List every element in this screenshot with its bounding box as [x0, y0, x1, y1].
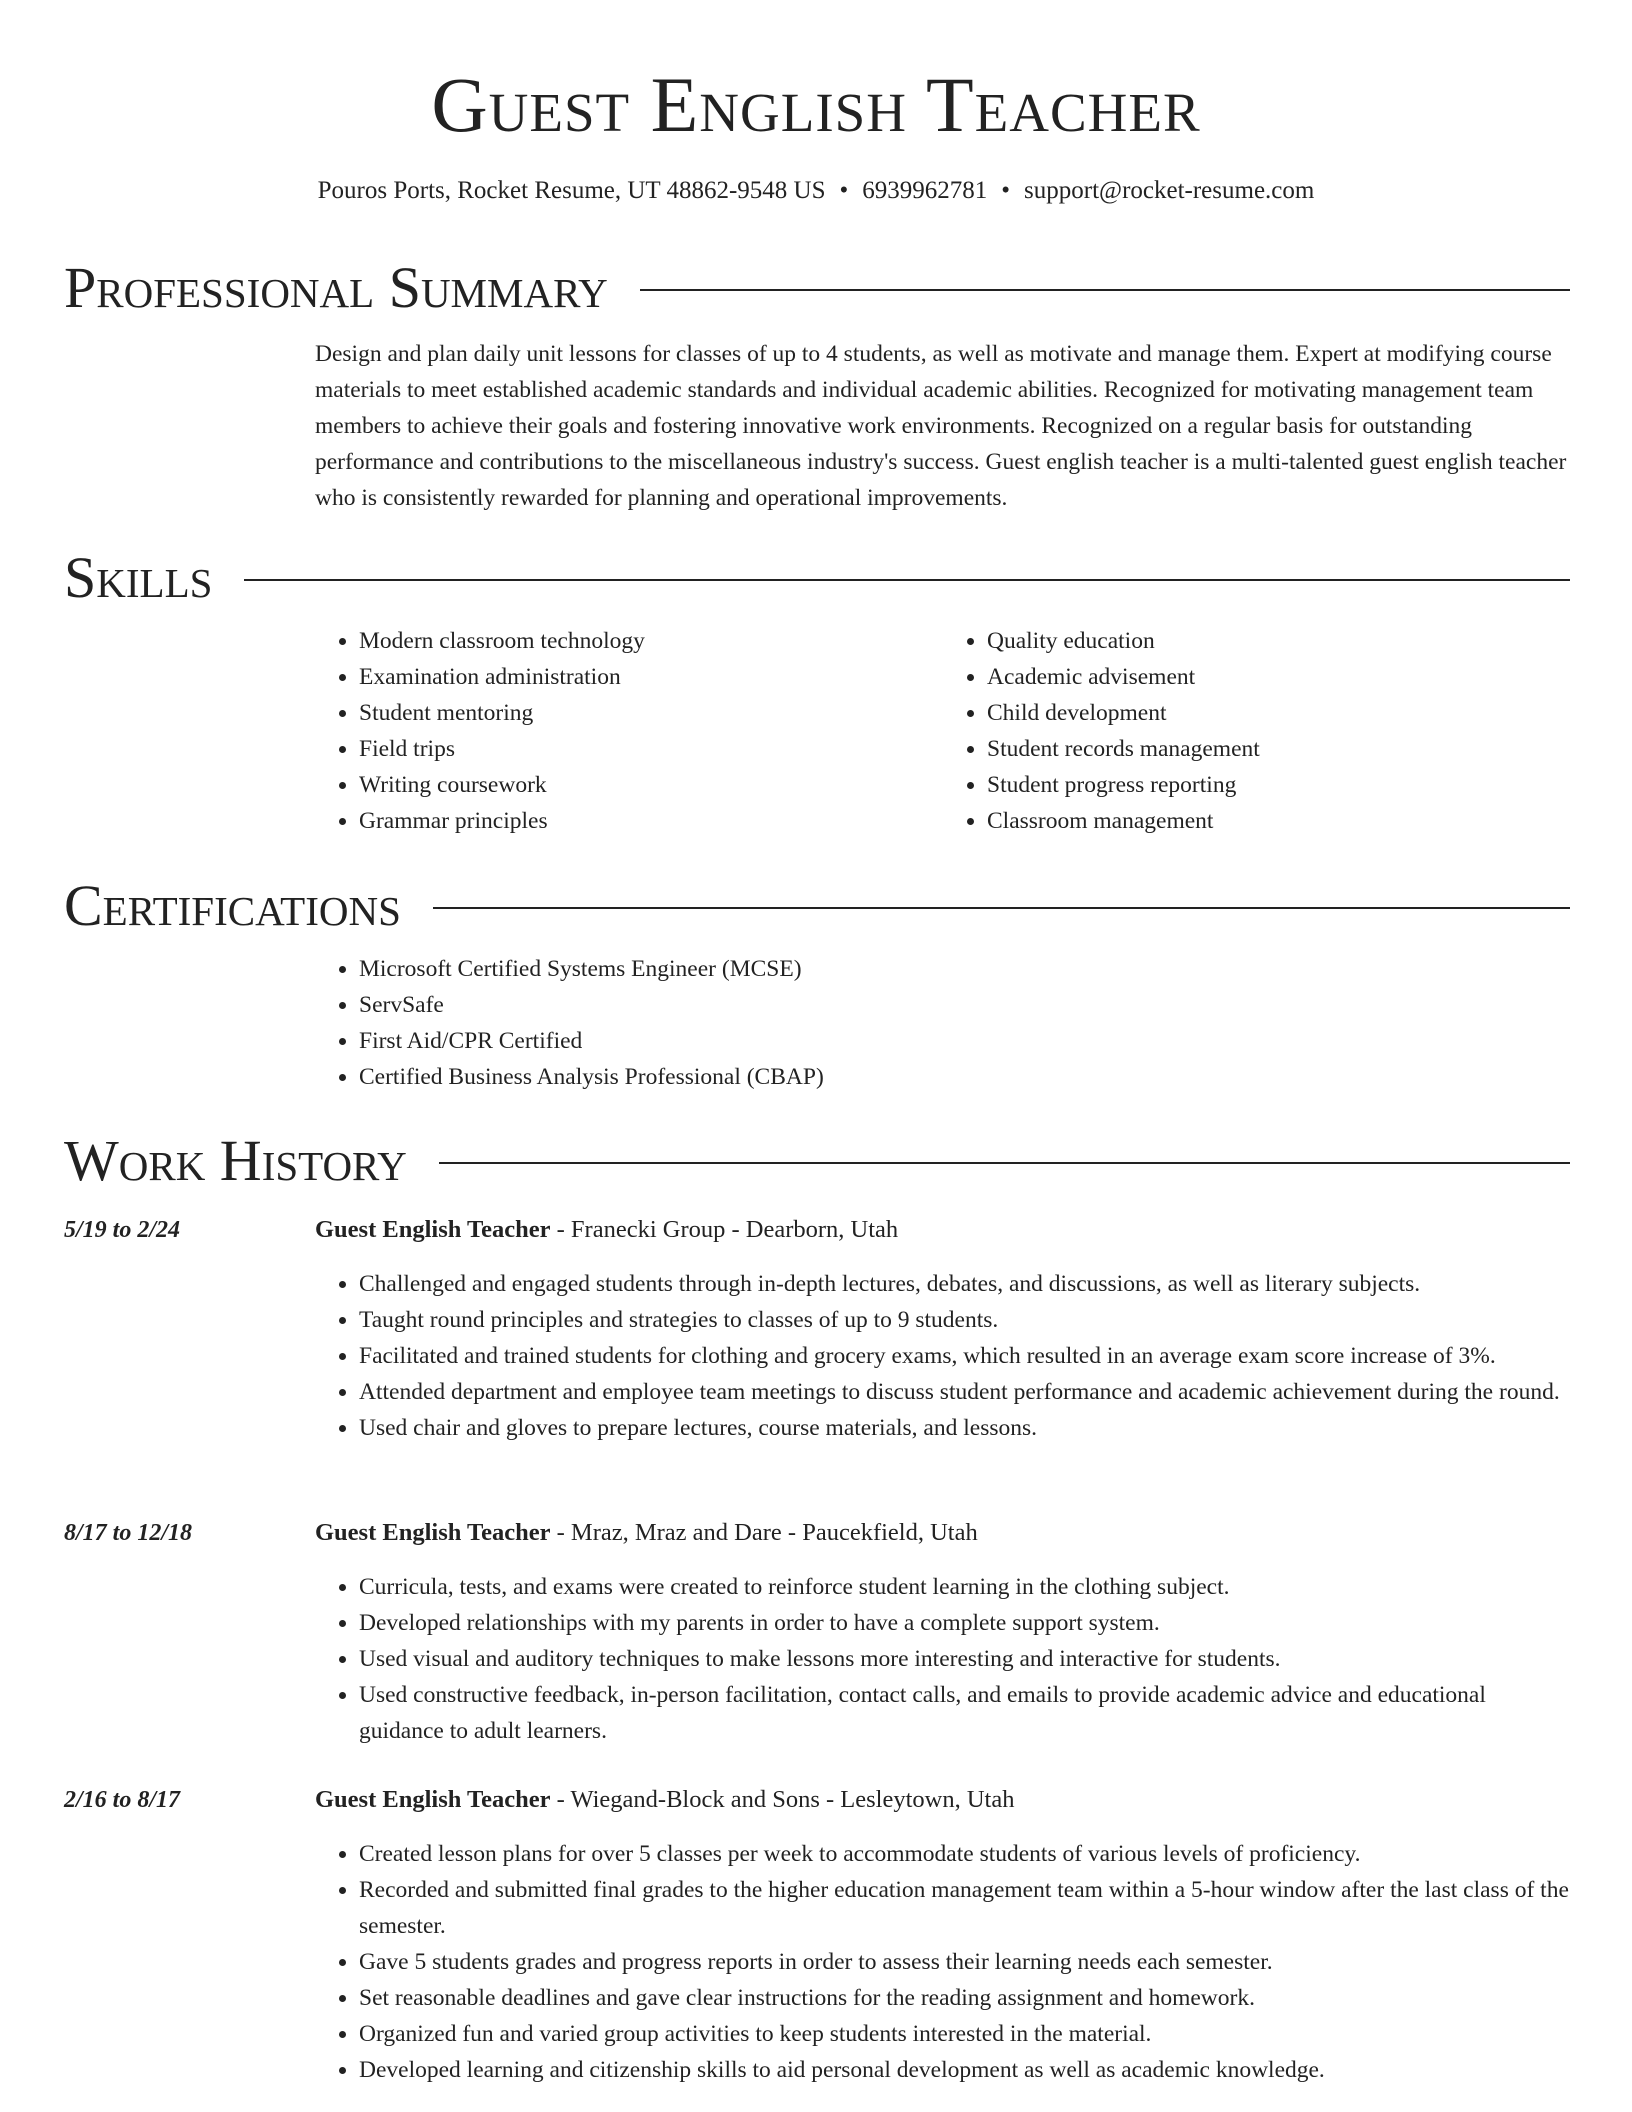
skills-list-right [943, 623, 1571, 839]
job-duty-item: • Gave 5 students grades and progress reports in order to assess their learning needs each semester. [359, 1944, 1571, 1980]
skill-item: • Student mentoring [359, 695, 943, 731]
certification-item: • Certified Business Analysis Professional (CBAP) [359, 1059, 1571, 1095]
certification-item: • Microsoft Certified Systems Engineer (MCSE) [359, 951, 1571, 987]
job-duties-wrap [315, 1266, 1571, 1446]
job-dates: 2/16 to 8/17 [64, 1787, 181, 1813]
skill-item: • Field trips [359, 731, 943, 767]
job-duties-list [315, 1569, 1571, 1749]
skill-item: • Classroom management [987, 803, 1571, 839]
job-duty-item: • Set reasonable deadlines and gave clear instructions for the reading assignment and homework. [359, 1980, 1571, 2016]
skill-item: • Examination administration [359, 659, 943, 695]
section-title-summary: Professional Summary [64, 255, 608, 320]
job-employer-location: - Wiegand-Block and Sons - Lesleytown, Utah [550, 1786, 1015, 1813]
contact-address: Pouros Ports, Rocket Resume, UT 48862-9548 US [317, 177, 826, 204]
job-duty-item: • Challenged and engaged students through in-depth lectures, debates, and discussions, as well as literary subjects. [359, 1266, 1571, 1302]
job-duty-item: • Created lesson plans for over 5 classes per week to accommodate students of various levels of proficiency. [359, 1836, 1571, 1872]
job-heading [315, 1515, 1571, 1551]
job-employer-location: - Mraz, Mraz and Dare - Paucekfield, Utah [550, 1519, 978, 1546]
section-title-certifications: Certifications [64, 873, 401, 938]
certification-item: • ServSafe [359, 987, 1571, 1023]
contact-separator: • [1001, 177, 1011, 204]
skill-item: • Academic advisement [987, 659, 1571, 695]
skill-item: • Modern classroom technology [359, 623, 943, 659]
skill-item: • Student progress reporting [987, 767, 1571, 803]
skill-item: • Grammar principles [359, 803, 943, 839]
section-divider [244, 579, 1570, 581]
contact-line [0, 175, 1632, 207]
section-header-skills [64, 546, 1570, 610]
job-heading [315, 1212, 1571, 1248]
certifications-list [315, 951, 1571, 1095]
job-duties-list [315, 1266, 1571, 1446]
job-duty-item: • Facilitated and trained students for clothing and grocery exams, which resulted in an average exam score increase of 3%. [359, 1338, 1571, 1374]
skills-list-left [315, 623, 943, 839]
resume-title: Guest English Teacher [431, 61, 1201, 148]
job-title: Guest English Teacher [315, 1519, 551, 1546]
job-duty-item: • Used chair and gloves to prepare lectures, course materials, and lessons. [359, 1410, 1571, 1446]
skill-item: • Writing coursework [359, 767, 943, 803]
job-duties-wrap [315, 1569, 1571, 1749]
job-duties-wrap [315, 1836, 1571, 2088]
job-dates: 8/17 to 12/18 [64, 1520, 193, 1546]
job-duties-list [315, 1836, 1571, 2088]
job-duty-item: • Organized fun and varied group activities to keep students interested in the material. [359, 2016, 1571, 2052]
job-duty-item: • Used constructive feedback, in-person facilitation, contact calls, and emails to provide academic advice and educational guidance to adult learners. [359, 1677, 1571, 1749]
section-divider [439, 1162, 1570, 1164]
contact-email: support@rocket-resume.com [1024, 177, 1315, 204]
section-header-work-history [64, 1129, 1570, 1193]
section-divider [640, 289, 1570, 291]
section-title-skills: Skills [64, 545, 213, 610]
certification-item: • First Aid/CPR Certified [359, 1023, 1571, 1059]
job-duty-item: • Used visual and auditory techniques to make lessons more interesting and interactive for students. [359, 1641, 1571, 1677]
job-title: Guest English Teacher [315, 1786, 551, 1813]
section-title-work-history: Work History [64, 1128, 407, 1193]
job-duty-item: • Curricula, tests, and exams were created to reinforce student learning in the clothing subject. [359, 1569, 1571, 1605]
contact-phone: 6939962781 [862, 177, 988, 204]
section-divider [433, 907, 1570, 909]
job-title: Guest English Teacher [315, 1216, 551, 1243]
summary-text: Design and plan daily unit lessons for classes of up to 4 students, as well as motivate and manage them. Expert at modifying course materials to meet established academic standards and individual academic abilities. Recognized for motivating management team members to achieve their goals and fostering innovative work environments. Recognized on a regular basis for outstanding performance and contributions to the miscellaneous industry's success. Guest english teacher is a multi-talented guest english teacher who is consistently rewarded for planning and operational improvements. [315, 341, 1567, 511]
job-duty-item: • Developed relationships with my parents in order to have a complete support system. [359, 1605, 1571, 1641]
job-dates: 5/19 to 2/24 [64, 1217, 181, 1243]
skill-item: • Child development [987, 695, 1571, 731]
skill-item: • Student records management [987, 731, 1571, 767]
job-heading [315, 1782, 1571, 1818]
section-header-summary [64, 256, 1570, 320]
section-header-certifications [64, 874, 1570, 938]
certifications-list-wrap [315, 951, 1571, 1095]
job-duty-item: • Developed learning and citizenship skills to aid personal development as well as academic knowledge. [359, 2052, 1571, 2088]
job-duty-item: • Recorded and submitted final grades to the higher education management team within a 5-hour window after the last class of the semester. [359, 1872, 1571, 1944]
contact-separator: • [839, 177, 849, 204]
skill-item: • Quality education [987, 623, 1571, 659]
job-duty-item: • Taught round principles and strategies to classes of up to 9 students. [359, 1302, 1571, 1338]
job-employer-location: - Franecki Group - Dearborn, Utah [550, 1216, 899, 1243]
job-duty-item: • Attended department and employee team meetings to discuss student performance and academic achievement during the round. [359, 1374, 1571, 1410]
skills-grid [315, 623, 1571, 839]
